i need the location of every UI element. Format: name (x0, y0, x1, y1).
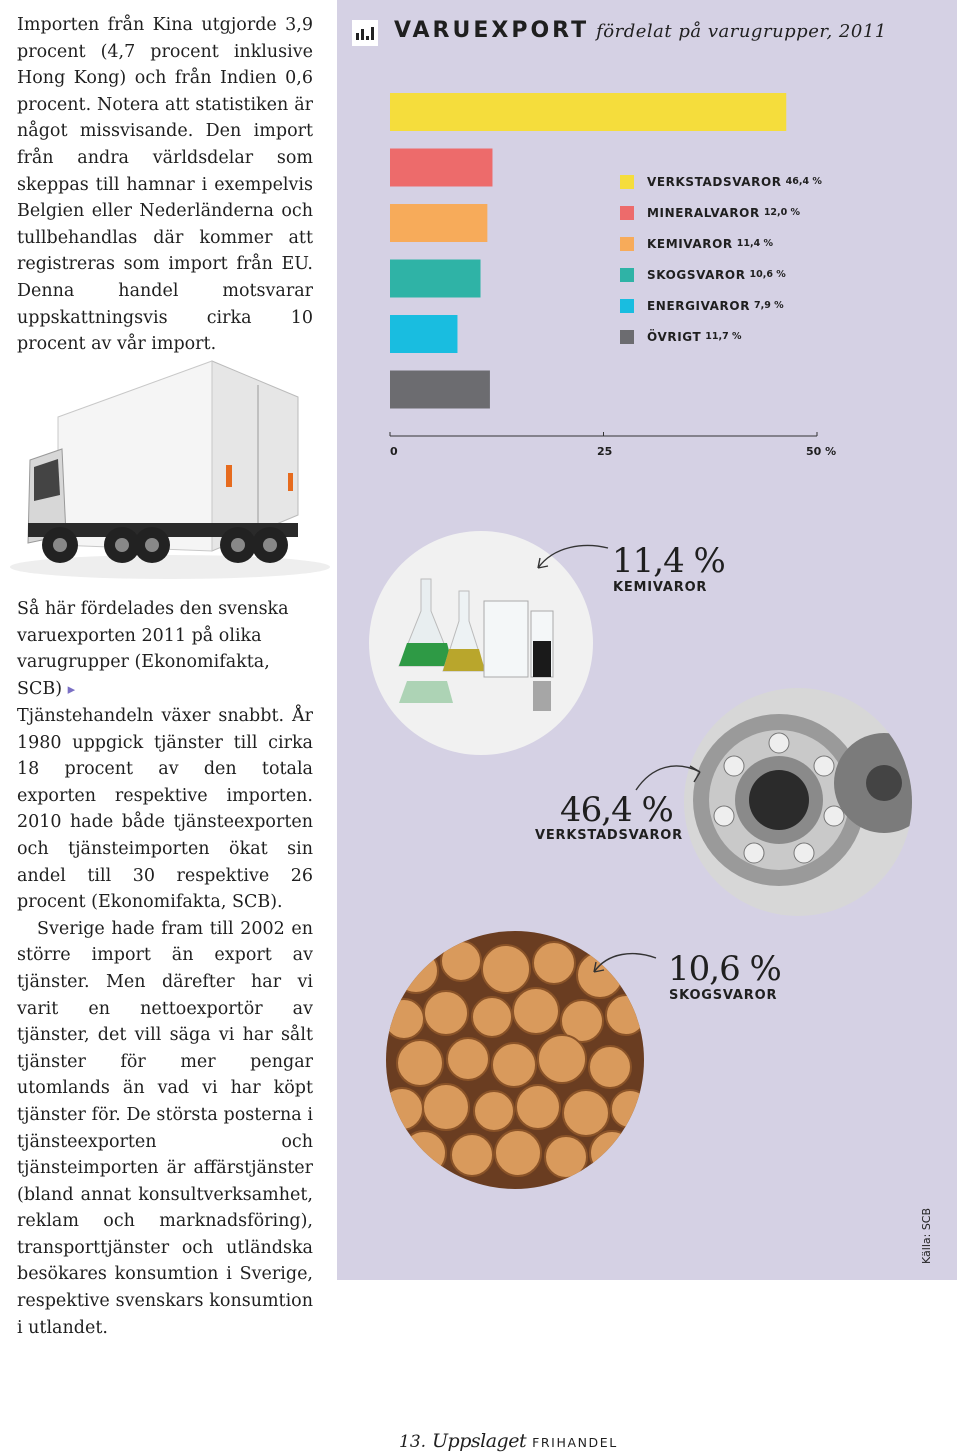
kemivaror-label: KEMIVAROR (613, 580, 708, 595)
bar-skogsvaror (390, 260, 481, 298)
bar-mineralvaror (390, 149, 492, 187)
bar-kemivaror (390, 204, 487, 242)
legend-label: MINERALVAROR (647, 205, 760, 220)
legend-item-energivaror (620, 290, 822, 321)
verkstadsvaror-label: VERKSTADSVAROR (535, 828, 683, 843)
legend-label: SKOGSVAROR (647, 267, 746, 282)
source-note: Källa: SCB (920, 1207, 933, 1264)
bar-verkstadsvaror (390, 93, 786, 131)
legend-item-kemivaror (620, 228, 822, 259)
legend-value: 11,7 % (705, 331, 742, 342)
ball-bearing-image (684, 688, 912, 916)
section-name: FRIHANDEL (532, 1435, 618, 1450)
legend-swatch (620, 268, 634, 282)
arrow-icon (588, 948, 660, 978)
legend-swatch (620, 206, 634, 220)
legend-value: 11,4 % (736, 238, 774, 249)
legend-label: VERKSTADSVAROR (647, 174, 782, 189)
legend-swatch (620, 299, 634, 313)
legend-value: 7,9 % (754, 300, 784, 311)
tick-label: 0 (390, 445, 398, 458)
arrow-icon (632, 758, 704, 794)
services-text: Tjänstehandeln växer snabbt. År 1980 uppgick tjänster till cirka 18 procent av den totala exporten respektive importen. 2010 hade både tjänsteexporten och tjänsteimporten ökat sin andel till 30 respektive 26 procent (Ekonomifakta, SCB). Sverige hade fram till 2002 en större import än export av tjänster. Men därefter har vi varit en nettoexportör av tjänster, det vill säga vi har sålt tjänster för mer pengar utomlands än vad vi har köpt tjänster för. De största posterna i tjänsteexporten och tjänsteimporten är affärstjänster (bland annat konsultverksamhet, reklam och marknadsföring), transporttjänster och utländska besökares konsumtion i Sverige, respektive svenskars konsumtion i utlandet. (17, 706, 313, 1338)
page-footer (399, 1430, 618, 1452)
verkstadsvaror-value: 46,4 % (560, 790, 673, 830)
bar-energivaror (390, 315, 457, 353)
kemivaror-value: 11,4 % (612, 541, 725, 581)
chart-legend (620, 166, 822, 352)
legend-label: KEMIVAROR (647, 236, 733, 251)
legend-label: ENERGIVAROR (647, 298, 751, 313)
tick-label: 50 % (806, 445, 837, 458)
intro-paragraph: Importen från Kina utgjorde 3,9 procent (4,7 procent inklusive Hong Kong) och från Indien 0,6 procent. Notera att statistiken är något missvisande. Den import från andra världsdelar som skeppas till hamnar i exempelvis Belgien eller Nederländerna och tullbehandlas där kommer att registreras som import från EU. Denna handel motsvarar uppskattningsvis cirka 10 procent av vår import. (17, 15, 313, 355)
arrow-icon (532, 540, 612, 576)
magazine-brand: Uppslaget (432, 1430, 527, 1452)
legend-item-verkstadsvaror (620, 166, 822, 197)
legend-value: 10,6 % (749, 269, 786, 280)
legend-item-mineralvaror (620, 197, 822, 228)
chart-title: VARUEXPORT fördelat på varugrupper, 2011 (394, 18, 887, 43)
skogsvaror-label: SKOGSVAROR (669, 988, 778, 1003)
legend-item-övrigt (620, 321, 822, 352)
legend-swatch (620, 237, 634, 251)
legend-value: 12,0 % (763, 207, 801, 218)
legend-item-skogsvaror (620, 259, 822, 290)
bar-övrigt (390, 371, 490, 409)
legend-swatch (620, 175, 634, 189)
tick-label: 25 (597, 445, 613, 458)
legend-value: 46,4 % (785, 176, 822, 187)
skogsvaror-value: 10,6 % (668, 949, 781, 989)
chart-caption: Så här fördelades den svenska varuexporten 2011 på olika varugrupper (Ekonomifakta, SCB) ▸ (17, 599, 289, 699)
legend-swatch (620, 330, 634, 344)
page-number: 13. (399, 1432, 427, 1452)
arrow-right-icon: ▸ (67, 679, 76, 698)
legend-label: ÖVRIGT (647, 329, 702, 344)
